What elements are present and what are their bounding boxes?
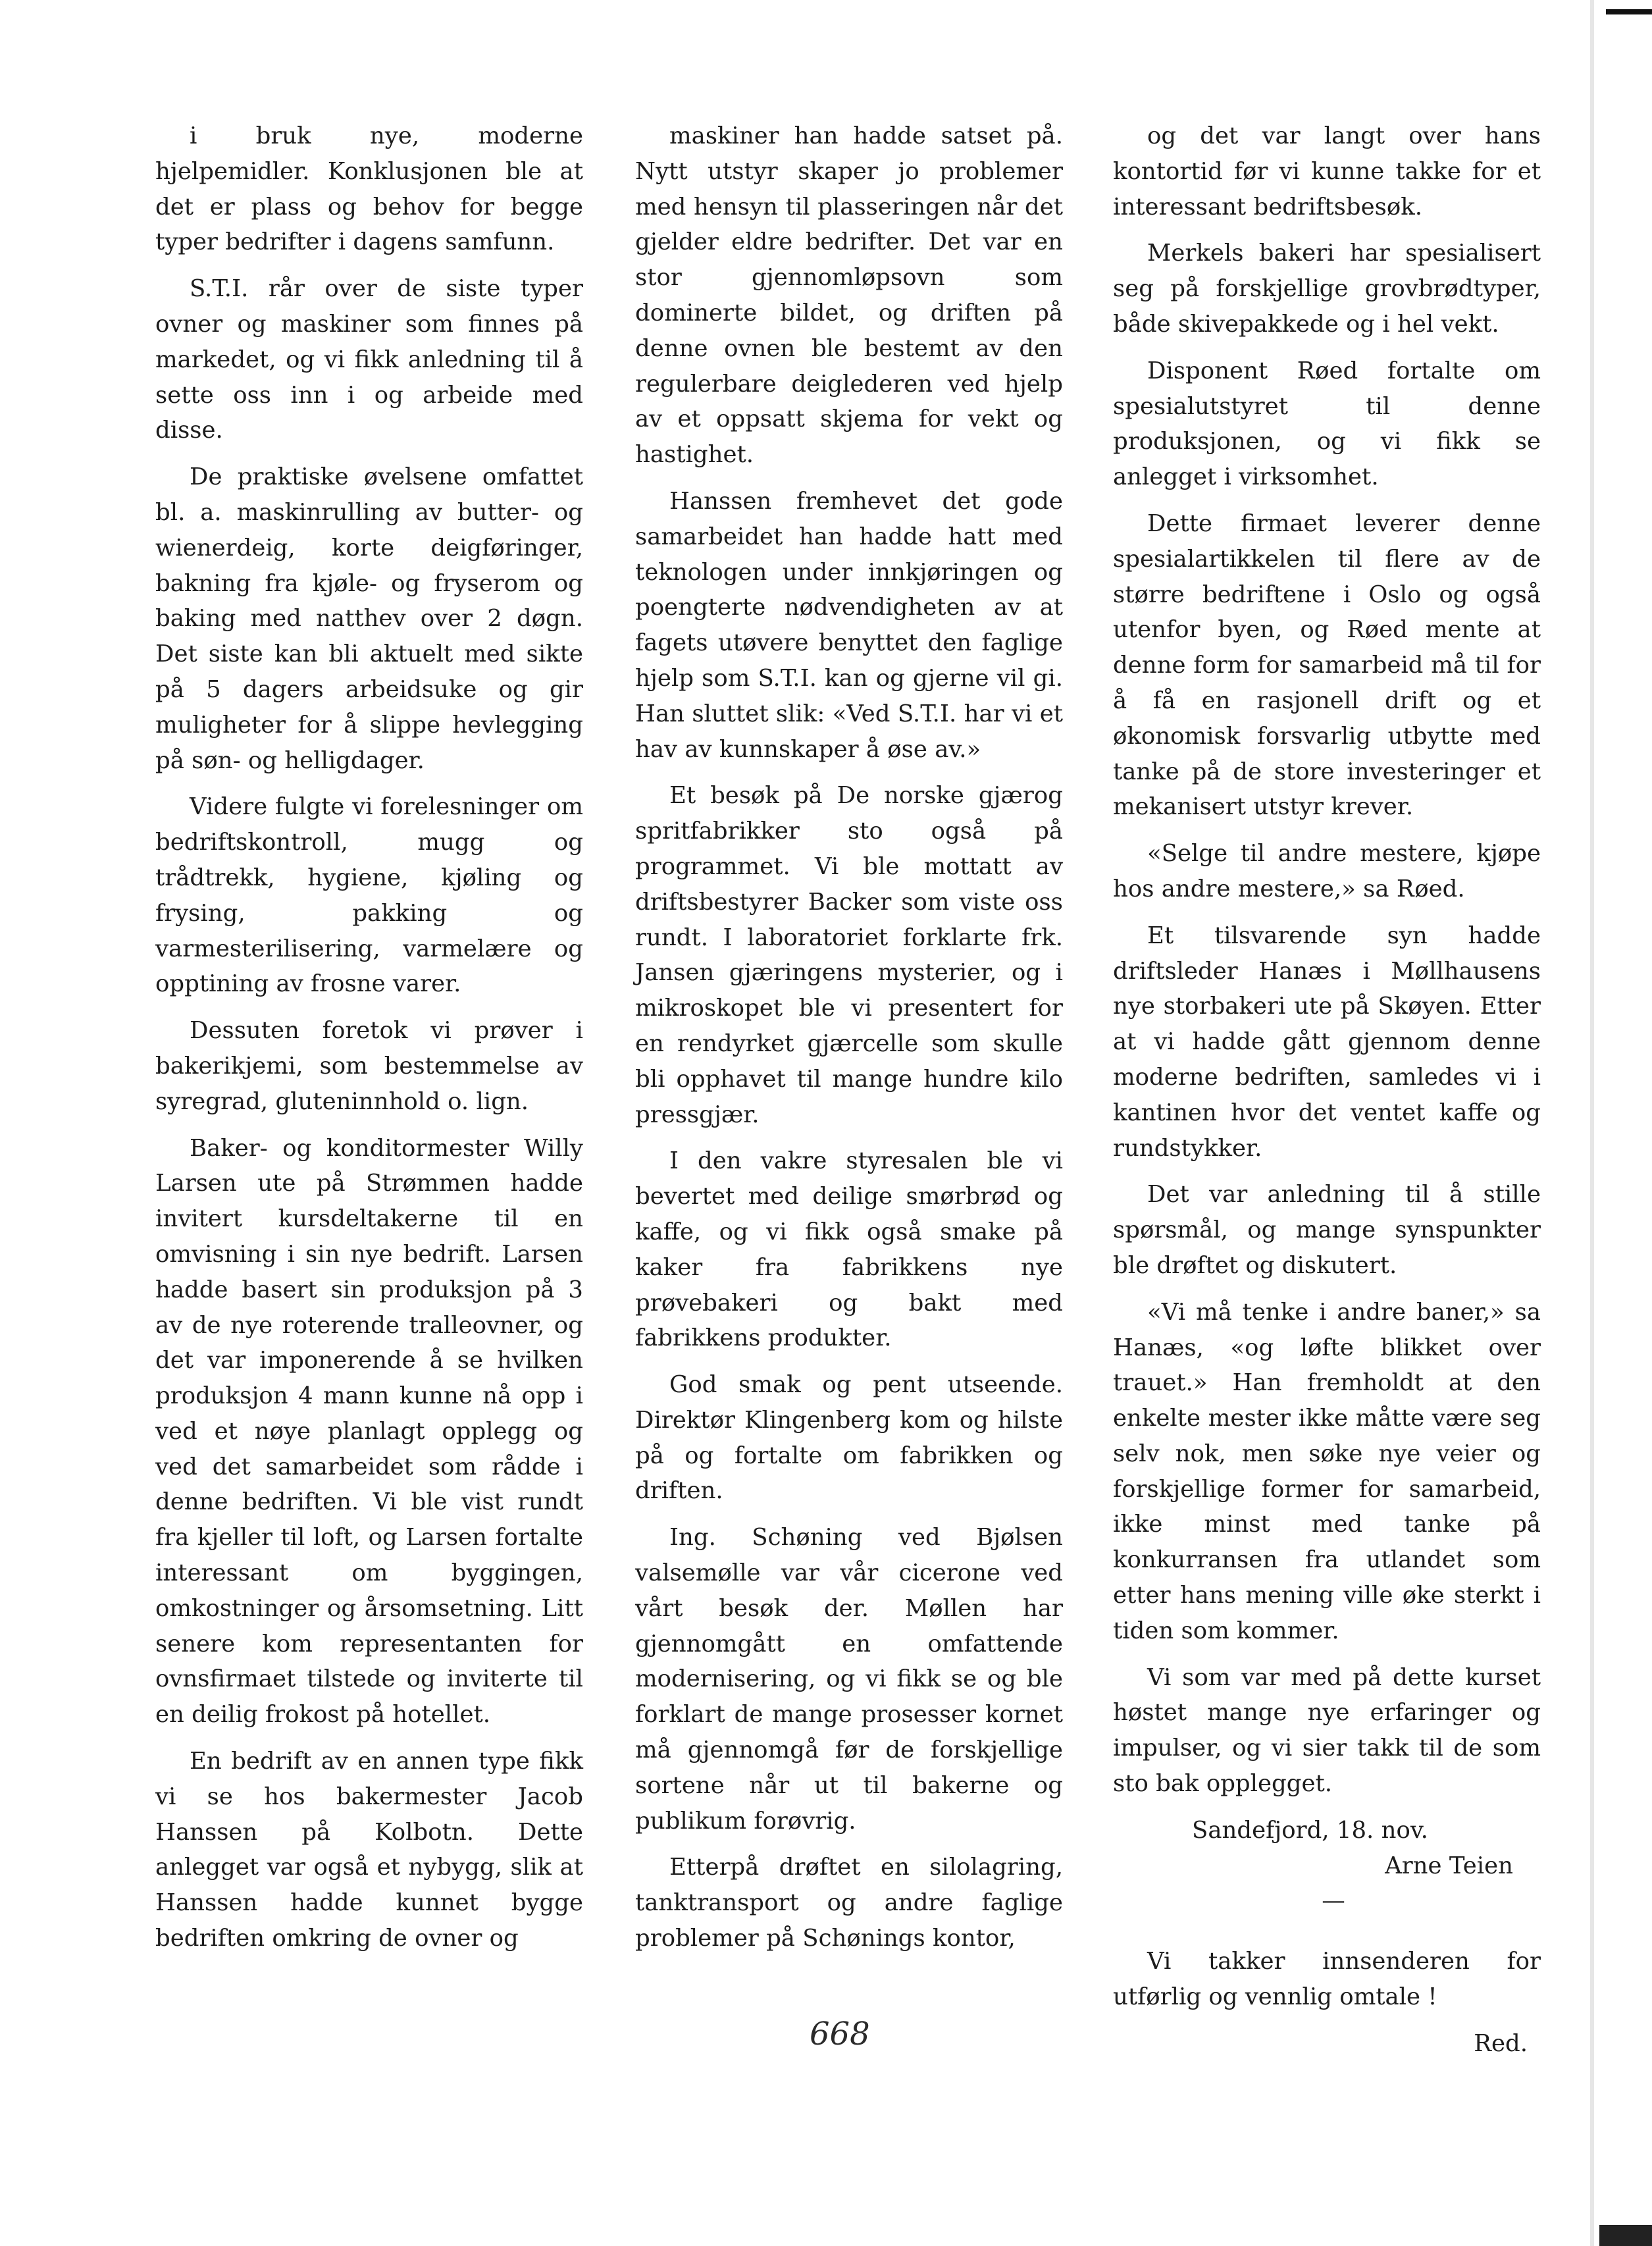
paragraph: i bruk nye, moderne hjelpemidler. Konklusjonen ble at det er plass og behov for begge typer bedrifter i dagens samfunn.: [155, 122, 583, 256]
text-column-1: [155, 118, 583, 1968]
paragraph: En bedrift av en annen type fikk vi se hos bakermester Jacob Hanssen på Kolbotn. Dette anlegget var også et nybygg, slik at Hanssen hadde kunnet bygge bedriften omkring de ovner og: [155, 1748, 583, 1952]
paragraph: God smak og pent utseende. Direktør Klingenberg kom og hilste på og fortalte om fabrikken og driften.: [635, 1371, 1063, 1505]
binding-mark-bottom: [1599, 2225, 1652, 2246]
paragraph: Et besøk på De norske gjærog spritfabrikker sto også på programmet. Vi ble mottatt av driftsbestyrer Backer som viste oss rundt. I laboratoriet forklarte frk. Jansen gjæringens mysterier, og i mikroskopet ble vi presentert for en rendyrket gjærcelle som skulle bli opphavet til mange hundre kilo pressgjær.: [635, 782, 1063, 1128]
paragraph: Disponent Røed fortalte om spesialutstyret til denne produksjonen, og vi fikk se anlegget i virksomhet.: [1113, 357, 1541, 491]
text-column-3: [1113, 118, 1541, 2062]
paragraph: Dessuten foretok vi prøver i bakerikjemi, som bestemmelse av syregrad, gluteninnhold o. lign.: [155, 1017, 583, 1115]
signature-author: Arne Teien: [1385, 1852, 1513, 1879]
paragraph: «Vi må tenke i andre baner,» sa Hanæs, «og løfte blikket over trauet.» Han fremholdt at den enkelte mester ikke måtte være seg selv nok, men søke nye veier og forskjellige former for samarbeid, ikke minst med tanke på konkurransen fra utlandet som etter hans mening ville øke sterkt i tiden som kommer.: [1113, 1298, 1541, 1644]
paragraph: Det var anledning til å stille spørsmål, og mange synspunkter ble drøftet og diskutert.: [1113, 1181, 1541, 1279]
text-column-2: [635, 118, 1063, 1968]
paragraph: Baker- og konditormester Willy Larsen ute på Strømmen hadde invitert kursdeltakerne til en omvisning i sin nye bedrift. Larsen hadde basert sin produksjon på 3 av de nye roterende tralleovner, og det var imponerende å se hvilken produksjon 4 mann kunne nå opp i ved et nøye planlagt opplegg og ved det samarbeidet som rådde i denne bedriften. Vi ble vist rundt fra kjeller til loft, og Larsen fortalte interessant om byggingen, omkostninger og årsomsetning. Litt senere kom representanten for ovnsfirmaet tilstede og inviterte til en deilig frokost på hotellet.: [155, 1134, 583, 1729]
separator-dash: —: [1322, 1887, 1345, 1915]
paragraph: Ing. Schøning ved Bjølsen valsemølle var vår cicerone ved vårt besøk der. Møllen har gjennomgått en omfattende modernisering, og vi fikk se og ble forklart de mange prosesser kornet må gjennomgå før de forskjellige sortene når ut til bakerne og publikum forøvrig.: [635, 1524, 1063, 1835]
page-number: 668: [810, 2016, 870, 2052]
paragraph: Etterpå drøftet en silolagring, tanktransport og andre faglige problemer på Schønings kontor,: [635, 1854, 1063, 1952]
paragraph: I den vakre styresalen ble vi bevertet med deilige smørbrød og kaffe, og vi fikk også smake på kaker fra fabrikkens nye prøvebakeri og bakt med fabrikkens produkter.: [635, 1147, 1063, 1352]
paragraph: Vi som var med på dette kurset høstet mange nye erfaringer og impulser, og vi sier takk til de som sto bak opplegget.: [1113, 1663, 1541, 1798]
binding-mark-top: [1606, 9, 1652, 14]
paragraph: Videre fulgte vi forelesninger om bedriftskontroll, mugg og trådtrekk, hygiene, kjøling og frysing, pakking og varmesterilisering, varmelære og opptining av frosne varer.: [155, 793, 583, 998]
paragraph: Hanssen fremhevet det gode samarbeidet han hadde hatt med teknologen under innkjøringen og poengterte nødvendigheten av at fagets utøvere benyttet den faglige hjelp som S.T.I. kan og gjerne vil gi. Han sluttet slik: «Ved S.T.I. har vi et hav av kunnskaper å øse av.»: [635, 487, 1063, 763]
editor-sign: Red.: [1474, 2029, 1528, 2057]
paragraph: og det var langt over hans kontortid før vi kunne takke for et interessant bedriftsbesøk.: [1113, 122, 1541, 221]
paragraph: Dette firmaet leverer denne spesialartikkelen til flere av de større bedriftene i Oslo og også utenfor byen, og Røed mente at denne form for samarbeid må til for å få en rasjonell drift og et økonomisk forsvarlig utbytte med tanke på de store investeringer et mekanisert utstyr krever.: [1113, 509, 1541, 821]
paragraph: S.T.I. rår over de siste typer ovner og maskiner som finnes på markedet, og vi fikk anledning til å sette oss inn i og arbeide med disse.: [155, 275, 583, 444]
editor-note: Vi takker innsenderen for utførlig og vennlig omtale !: [1113, 1948, 1541, 2011]
paragraph: Merkels bakeri har spesialisert seg på forskjellige grovbrødtyper, både skivepakkede og i hel vekt.: [1113, 240, 1541, 338]
paragraph: De praktiske øvelsene omfattet bl. a. maskinrulling av butter- og wienerdeig, korte deigføringer, bakning fra kjøle- og fryserom og baking med natthev over 2 døgn. Det siste kan bli aktuelt med sikte på 5 dagers arbeidsuke og gir muligheter for å slippe hevlegging på søn- og helligdager.: [155, 463, 583, 774]
paragraph: «Selge til andre mestere, kjøpe hos andre mestere,» sa Røed.: [1113, 840, 1541, 902]
signature-place-date: Sandefjord, 18. nov.: [1192, 1816, 1428, 1844]
paragraph: Et tilsvarende syn hadde driftsleder Hanæs i Møllhausens nye storbakeri ute på Skøyen. Etter at vi hadde gått gjennom denne moderne bedriften, samledes vi i kantinen hvor det ventet kaffe og rundstykker.: [1113, 922, 1541, 1162]
paragraph: maskiner han hadde satset på. Nytt utstyr skaper jo problemer med hensyn til plasseringen når det gjelder eldre bedrifter. Det var en stor gjennomløpsovn som dominerte bildet, og driften på denne ovnen ble bestemt av den regulerbare deiglederen ved hjelp av et oppsatt skjema for vekt og hastighet.: [635, 122, 1063, 469]
binding-edge: [1590, 0, 1594, 2246]
